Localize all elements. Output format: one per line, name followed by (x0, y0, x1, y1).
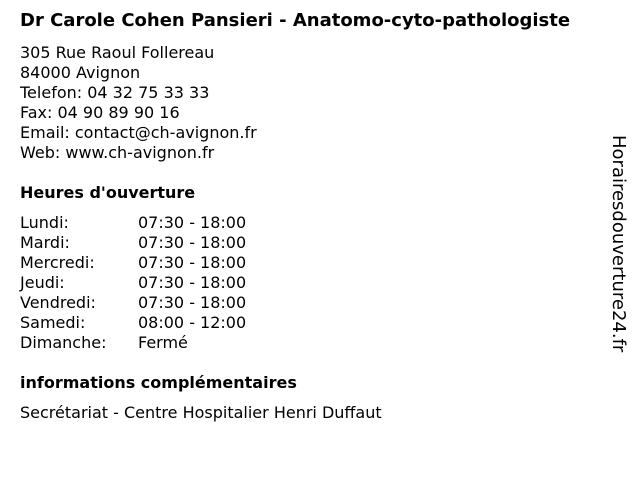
hours-row-wednesday (20, 253, 620, 273)
hours-time: 07:30 - 18:00 (138, 253, 247, 272)
hours-row-thursday (20, 273, 620, 293)
hours-day: Vendredi: (20, 293, 96, 312)
city-address: 84000 Avignon (20, 63, 141, 82)
hours-time: 07:30 - 18:00 (138, 293, 247, 312)
website: Web: www.ch-avignon.fr (20, 143, 215, 162)
hours-row-saturday (20, 313, 620, 333)
hours-day: Mercredi: (20, 253, 95, 272)
watermark: Horairesdouverture24.fr (608, 135, 629, 353)
listing-card (20, 10, 620, 423)
hours-heading: Heures d'ouverture (20, 183, 196, 202)
hours-row-tuesday (20, 233, 620, 253)
fax-number: Fax: 04 90 89 90 16 (20, 103, 180, 122)
address-block (20, 43, 620, 163)
hours-day: Jeudi: (20, 273, 65, 292)
hours-row-friday (20, 293, 620, 313)
street-address: 305 Rue Raoul Follereau (20, 43, 215, 62)
hours-table (20, 213, 620, 353)
hours-day: Samedi: (20, 313, 86, 332)
hours-time: 07:30 - 18:00 (138, 233, 247, 252)
info-heading: informations complémentaires (20, 373, 297, 392)
info-text: Secrétariat - Centre Hospitalier Henri Duffaut (20, 403, 382, 422)
hours-time: 08:00 - 12:00 (138, 313, 247, 332)
hours-day: Lundi: (20, 213, 69, 232)
hours-day: Dimanche: (20, 333, 107, 352)
hours-day: Mardi: (20, 233, 70, 252)
hours-time: 07:30 - 18:00 (138, 273, 247, 292)
hours-time: Fermé (138, 333, 188, 352)
phone-number: Telefon: 04 32 75 33 33 (20, 83, 210, 102)
email-address: Email: contact@ch-avignon.fr (20, 123, 257, 142)
hours-row-monday (20, 213, 620, 233)
hours-row-sunday (20, 333, 620, 353)
hours-time: 07:30 - 18:00 (138, 213, 247, 232)
page-title: Dr Carole Cohen Pansieri - Anatomo-cyto-pathologiste (20, 10, 571, 31)
